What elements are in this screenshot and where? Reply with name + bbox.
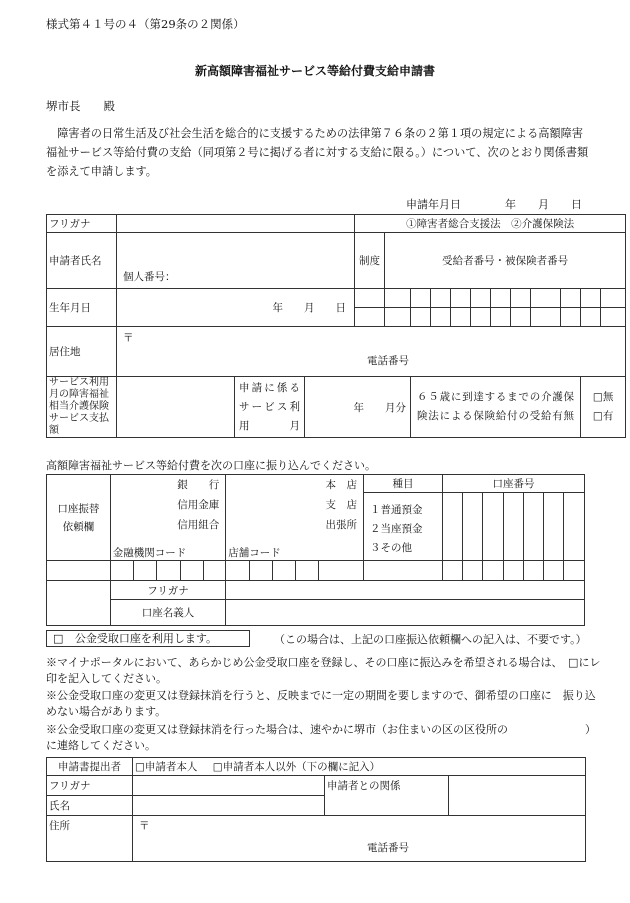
bank-type-bank: 銀 行 [177,479,220,491]
intro-paragraph: 障害者の日常生活及び社会生活を総合的に支援するための法律第７６条の２第１項の規定による高額障害福祉サービス等給付費の支給（同項第２号に掲げる者に対する支給に限る。）について、次のとおり関係書類を添えて申請します。 [46,127,589,178]
digit-cell[interactable] [581,308,601,327]
digit-cell[interactable] [561,308,581,327]
digit-cell[interactable] [511,289,531,308]
account-holder-label: 口座名義人 [110,600,225,626]
furigana-label: フリガナ [47,215,117,233]
kind-option-2: ２当座預金 [369,523,423,535]
account-digit[interactable] [483,493,503,561]
address-label: 居住地 [47,327,117,377]
bank-table [46,474,585,626]
digit-cell[interactable] [451,308,471,327]
account-holder-field[interactable] [226,600,585,626]
code-digit[interactable] [226,561,249,581]
digit-cell[interactable] [411,289,431,308]
addressee: 堺市長 殿 [46,99,115,113]
code-digit[interactable] [272,561,295,581]
birth-date-label: 生年月日 [47,289,117,327]
note-1: ※マイナポータルにおいて、あらかじめ公金受取口座を登録し、その口座に振込みを希望される場合は、 □にレ印を記入してください。 [46,656,601,685]
branch-type-sub: 出張所 [325,519,357,531]
section-spacer [47,561,111,581]
application-month-label: 申請に係るサービス利用月 [235,377,305,438]
system-label: 制度 [355,233,385,289]
digit-cell[interactable] [355,308,385,327]
recipient-number-label: 受給者番号・被保険者番号 [385,233,626,289]
birth-date-field[interactable]: 年 月 日 [117,289,355,327]
digit-cell[interactable] [511,308,531,327]
digit-cell[interactable] [601,289,626,308]
section-label-line2: 依頼欄 [62,520,95,533]
submitter-label: 申請書提出者 [47,758,133,776]
kind-options[interactable] [363,493,442,561]
code-digit[interactable] [319,561,364,581]
branch-type-main: 本 店 [325,479,357,491]
account-spacer [523,561,543,581]
account-digit[interactable] [564,493,585,561]
form-title: 新高額障害福祉サービス等給付費支給申請書 [194,64,435,78]
service-amount-label: サービス利用月の障害福祉相当介護保険サービス支払額 [47,377,117,438]
account-spacer [442,561,462,581]
code-digit[interactable] [296,561,319,581]
submitter-postal-mark: 〒 [139,820,150,832]
bank-type-credit-union: 信用組合 [177,519,220,531]
section-label [47,475,111,561]
digit-cell[interactable] [431,308,451,327]
digit-cell[interactable] [581,289,601,308]
option-self[interactable]: □申請者本人 [135,761,198,773]
relationship-field[interactable] [449,776,586,816]
year-month-field[interactable]: 年 月分 [305,377,411,438]
bank-intro: 高額障害福祉サービス等給付費を次の口座に振り込んでください。 [46,459,376,472]
digit-cell[interactable] [531,289,561,308]
personal-number-field[interactable] [117,233,355,289]
account-spacer [544,561,564,581]
postal-mark: 〒 [123,332,134,344]
section-label-line1: 口座振替 [57,502,100,515]
age65-question: ６５歳に到達するまでの介護保険法による保険給付の受給有無 [411,377,581,438]
phone-label: 電話番号 [367,355,409,367]
submitter-options [133,758,586,776]
applicant-name-label: 申請者氏名 [47,233,117,289]
submitter-name-field[interactable] [133,796,325,816]
digit-cell[interactable] [471,289,491,308]
account-spacer [503,561,523,581]
digit-cell[interactable] [385,289,411,308]
option-none[interactable]: □無 [592,391,614,403]
personal-number-label: 個人番号： [123,271,176,283]
submitter-address-label: 住所 [47,816,133,862]
account-digit[interactable] [544,493,564,561]
note-3: ※公金受取口座の変更又は登録抹消を行った場合は、速やかに堺市（お住まいの区の区役所の ）に連絡してください。 [46,723,596,752]
account-digit[interactable] [463,493,483,561]
code-digit[interactable] [249,561,272,581]
submitter-furigana-label: フリガナ [47,776,133,796]
relationship-label: 申請者との関係 [325,776,449,816]
account-digit[interactable] [503,493,523,561]
section-spacer [47,581,111,600]
note-2: ※公金受取口座の変更又は登録抹消を行うと、反映までに一定の期間を要しますので、御希望の口座に 振り込めない場合があります。 [46,689,596,718]
law-options: ①障害者総合支援法 ②介護保険法 [355,215,626,233]
kind-option-3: ３その他 [369,542,412,554]
kind-spacer [363,561,442,581]
account-number-header: 口座番号 [442,475,584,493]
application-date: 申請年月日 年 月 日 [406,198,582,211]
bank-type-credit-bank: 信用金庫 [177,499,220,511]
account-digit[interactable] [442,493,462,561]
digit-cell[interactable] [431,289,451,308]
branch-code-label: 店舗コード [226,543,364,561]
digit-cell[interactable] [601,308,626,327]
bank-name-field[interactable] [110,475,225,543]
checkbox-box: □ [53,632,64,645]
digit-cell[interactable] [385,308,411,327]
furigana-input[interactable] [117,215,355,233]
public-account-note: （この場合は、上記の口座振込依頼欄への記入は、不要です。） [274,633,587,646]
digit-cell[interactable] [491,289,511,308]
kind-header: 種目 [363,475,442,493]
submitter-table [46,757,586,862]
address-field[interactable] [117,327,626,377]
institution-code-label: 金融機関コード [110,543,225,561]
branch-name-field[interactable] [226,475,364,543]
holder-furigana-field[interactable] [226,581,585,600]
holder-furigana-label: フリガナ [110,581,225,600]
form-number: 様式第４１号の４（第29条の２関係） [46,17,245,31]
section-spacer [47,600,111,626]
account-spacer [483,561,503,581]
digit-cell[interactable] [491,308,511,327]
code-digit[interactable] [180,561,203,581]
kind-option-1: １普通預金 [369,504,423,516]
account-spacer [564,561,585,581]
code-digit[interactable] [134,561,157,581]
submitter-address-field[interactable] [133,816,586,862]
submitter-phone-label: 電話番号 [367,842,409,854]
public-account-checkbox[interactable] [46,630,250,647]
public-account-label: 公金受取口座を利用します。 [74,632,218,645]
digit-cell[interactable] [471,308,491,327]
digit-cell[interactable] [531,308,561,327]
digit-cell[interactable] [411,308,431,327]
receipt-options [581,377,626,438]
applicant-table [46,214,626,438]
code-digit[interactable] [203,561,225,581]
digit-cell[interactable] [355,289,385,308]
digit-cell[interactable] [451,289,471,308]
account-digit[interactable] [523,493,543,561]
submitter-furigana-field[interactable] [133,776,325,796]
submitter-name-label: 氏名 [47,796,133,816]
service-amount-field[interactable] [117,377,235,438]
digit-cell[interactable] [561,289,581,308]
code-digit[interactable] [110,561,133,581]
option-yes[interactable]: □有 [592,410,614,422]
option-other[interactable]: □申請者本人以外（下の欄に記入） [212,761,381,773]
account-spacer [463,561,483,581]
code-digit[interactable] [157,561,180,581]
branch-type-branch: 支 店 [325,499,357,511]
